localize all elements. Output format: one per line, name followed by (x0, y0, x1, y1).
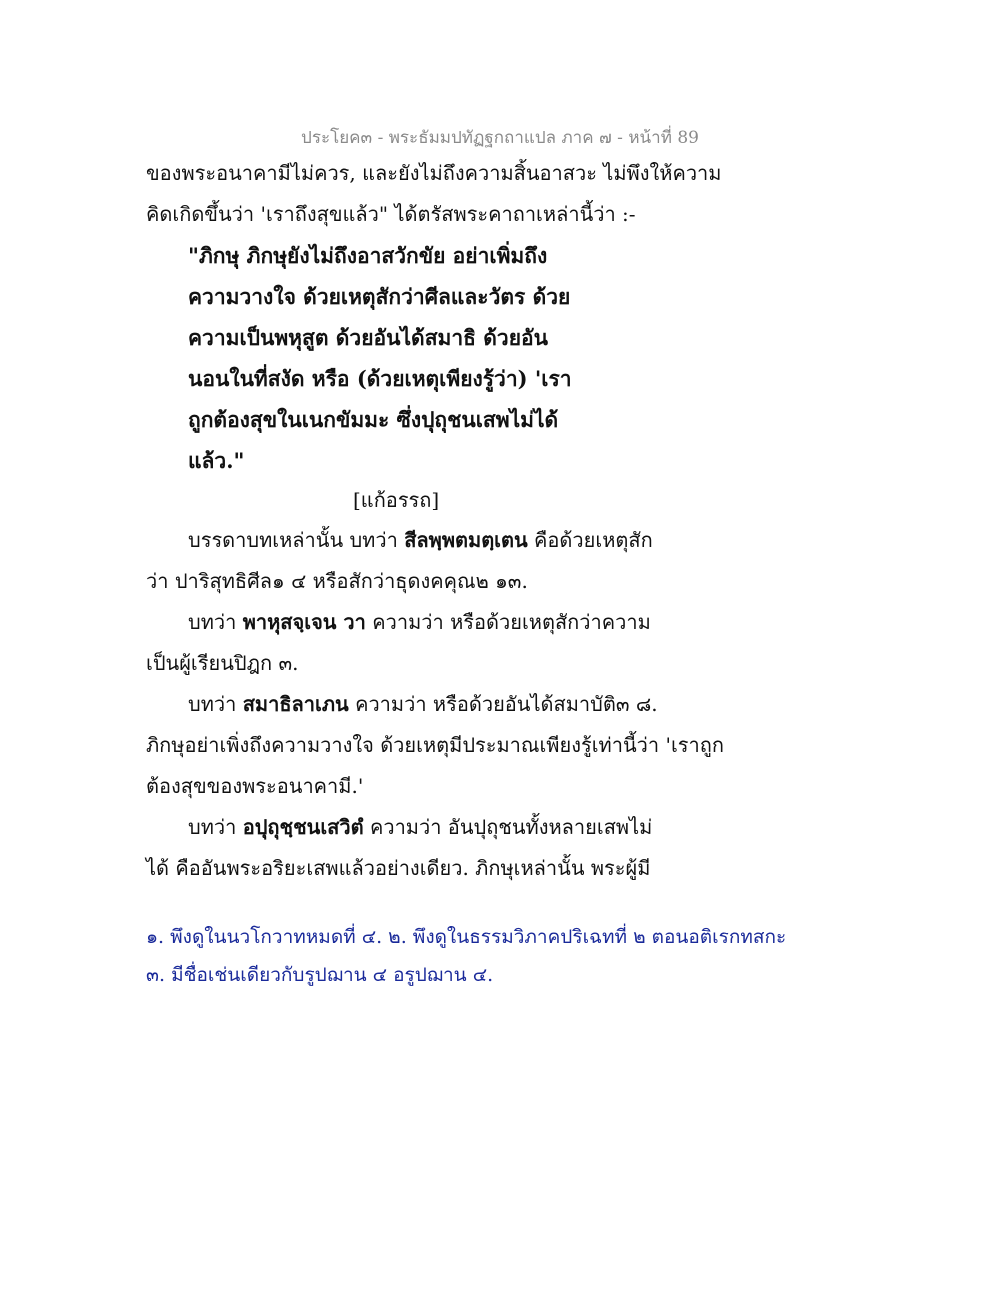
paragraph-line: ว่า ปาริสุทธิศีล๑ ๔ หรือสักว่าธุดงคคุณ๒ ๑๓. (146, 569, 528, 593)
pali-term: พาหุสจฺเจน วา (242, 610, 366, 634)
paragraph-line: เป็นผู้เรียนปิฎก ๓. (146, 651, 299, 675)
text-span: ความว่า อันปุถุชนทั้งหลายเสพไม่ (363, 815, 653, 839)
paragraph-line: ต้องสุขของพระอนาคามี.' (146, 774, 364, 798)
text-span: บรรดาบทเหล่านั้น บทว่า (188, 528, 405, 552)
footnote: ๑. พึงดูในนวโกวาทหมดที่ ๔. ๒. พึงดูในธรรมวิภาคปริเฉทที่ ๒ ตอนอติเรกทสกะ (146, 926, 787, 948)
pali-term: สมาธิลาเภน (242, 692, 349, 716)
verse-line: ถูกต้องสุขในเนกขัมมะ ซึ่งปุถุชนเสพไม่ได้ (188, 407, 559, 432)
verse-line: ความเป็นพหุสูต ด้วยอันได้สมาธิ ด้วยอัน (188, 325, 548, 350)
text-span: บทว่า (188, 692, 243, 716)
verse-line: นอนในที่สงัด หรือ (ด้วยเหตุเพียงรู้ว่า) 'เรา (188, 366, 572, 391)
footnote: ๓. มีชื่อเช่นเดียวกับรูปฌาน ๔ อรูปฌาน ๔. (146, 964, 494, 986)
section-title: [แก้อรรถ] (353, 488, 440, 512)
text-span: ความว่า หรือด้วยเหตุสักว่าความ (365, 610, 651, 634)
text-span: บทว่า (188, 610, 243, 634)
verse-line: ความวางใจ ด้วยเหตุสักว่าศีลและวัตร ด้วย (188, 284, 571, 309)
pali-term: สีลพฺพตมตฺเตน (404, 528, 528, 552)
paragraph-line (188, 612, 651, 632)
paragraph-line (188, 694, 658, 714)
text-span: ความว่า หรือด้วยอันได้สมาบัติ๓ ๘. (348, 692, 658, 716)
paragraph-line (188, 817, 652, 837)
intro-line: คิดเกิดขึ้นว่า 'เราถึงสุขแล้ว" ได้ตรัสพระคาถาเหล่านี้ว่า :- (146, 202, 636, 226)
paragraph-line: ได้ คืออันพระอริยะเสพแล้วอย่างเดียว. ภิกษุเหล่านั้น พระผู้มี (146, 856, 651, 880)
intro-line: ของพระอนาคามีไม่ควร, และยังไม่ถึงความสิ้นอาสวะ ไม่พึงให้ความ (146, 161, 722, 185)
page-header: ประโยค๓ - พระธัมมปทัฏฐกถาแปล ภาค ๗ - หน้าที่ 89 (301, 128, 699, 148)
paragraph-line: ภิกษุอย่าเพิ่งถึงความวางใจ ด้วยเหตุมีประมาณเพียงรู้เท่านี้ว่า 'เราถูก (146, 733, 724, 757)
text-span: คือด้วยเหตุสัก (527, 528, 653, 552)
verse-line: "ภิกษุ ภิกษุยังไม่ถึงอาสวักขัย อย่าเพิ่มถึง (188, 243, 548, 268)
paragraph-line (188, 530, 653, 550)
pali-term: อปุถุชฺชนเสวิตํ (242, 815, 364, 839)
verse-line: แล้ว." (188, 448, 245, 473)
text-span: บทว่า (188, 815, 243, 839)
